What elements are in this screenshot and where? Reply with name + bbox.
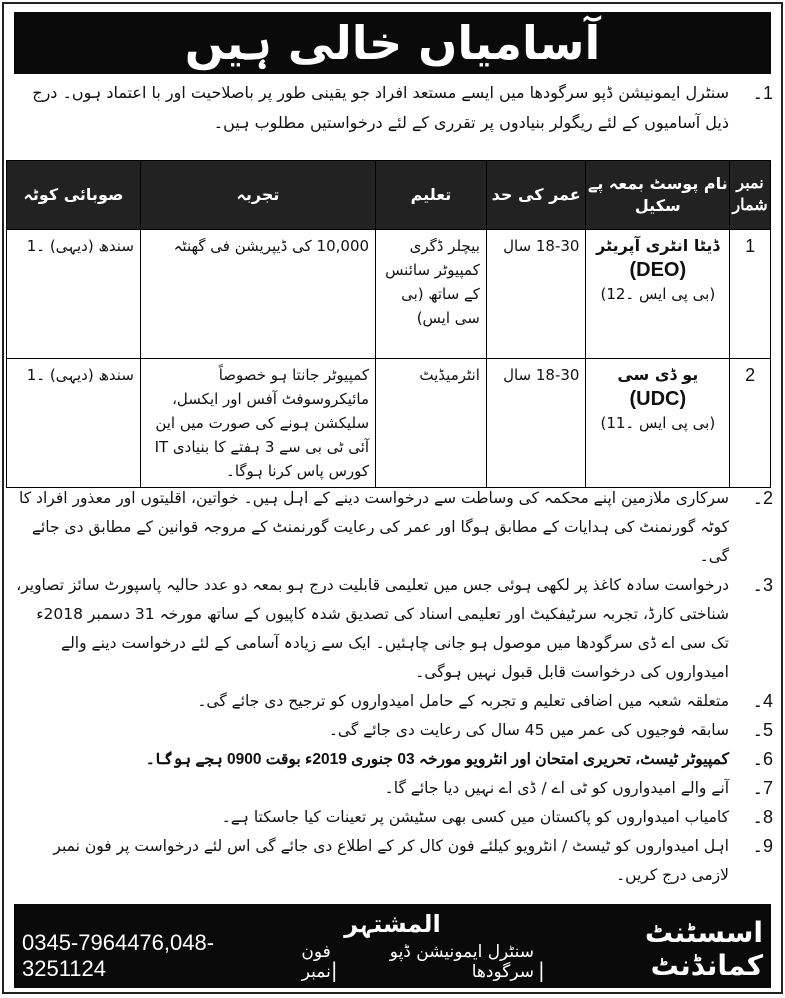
term-item (14, 803, 773, 832)
issuer-title: اسسٹنٹ کمانڈنٹ (644, 916, 763, 982)
page-title: آسامیاں خالی ہیں (184, 16, 601, 70)
term-text: سابقہ فوجیوں کی عمر میں 45 سال کی رعایت دی جائے گی۔ (328, 721, 729, 739)
table-row (7, 230, 771, 359)
term-item (14, 484, 773, 571)
term-number: 2۔ (752, 488, 773, 508)
cell-serial: 2 (730, 359, 771, 488)
term-number: 7۔ (752, 778, 773, 798)
term-item (14, 832, 773, 890)
header-education: تعلیم (376, 161, 487, 230)
depot-name: سنٹرل ایمونیشن ڈپو سرگودھا (389, 942, 534, 982)
post-name: یو ڈی سی (617, 365, 699, 384)
term-text: اہل امیدواروں کو ٹیسٹ / انٹرویو کیلئے فون کال کر کے اطلاع دی جائے گی اس لئے درخواست پر فون نمبر لازمی درج کریں۔ (53, 837, 729, 884)
intro-paragraph (14, 78, 773, 138)
cell-post (586, 230, 730, 359)
terms-list (14, 484, 773, 890)
cell-post (586, 359, 730, 488)
header-banner (14, 12, 771, 74)
job-advertisement (2, 2, 783, 994)
separator: | (330, 958, 338, 982)
header-quota: صوبائی کوٹہ (7, 161, 141, 230)
phone-label: فون نمبر (301, 942, 331, 982)
term-number: 3۔ (752, 575, 773, 595)
term-text: متعلقہ شعبہ میں اضافی تعلیم و تجربہ کے حامل امیدواروں کو ترجیح دی جائے گی۔ (197, 692, 729, 710)
table-row (7, 359, 771, 488)
header-serial: نمبر شمار (730, 161, 771, 230)
header-post: نام پوسٹ بمعہ پے سکیل (586, 161, 730, 230)
vacancies-table (6, 160, 771, 488)
term-text: سرکاری ملازمین اپنے محکمہ کی وساطت سے درخواست دینے کے اہل ہیں۔ خواتین، اقلیتوں اور معذور افراد کا کوٹہ گورنمنٹ کی ہدایات کے مطابق ہوگا اور عمر کی رعایت گورنمنٹ کے مروجہ قوانین کے مطابق دی جائے گی۔ (19, 489, 729, 565)
term-text: آنے والے امیدواروں کو ٹی اے / ڈی اے نہیں دیا جائے گا۔ (384, 779, 729, 797)
term-text: کمپیوٹر ٹیسٹ، تحریری امتحان اور انٹرویو مورخہ 03 جنوری 2019ء بوقت 0900 بجے ہوگا۔ (145, 751, 729, 768)
term-number: 5۔ (752, 720, 773, 740)
cell-serial: 1 (730, 230, 771, 359)
post-abbreviation: (UDC) (629, 388, 687, 410)
cell-age: 18-30 سال (486, 359, 586, 488)
term-number: 6۔ (752, 749, 773, 769)
cell-education: انٹرمیڈیٹ (376, 359, 487, 488)
post-name: ڈیٹا انٹری آپریٹر (596, 236, 720, 255)
term-text: کامیاب امیدواروں کو پاکستان میں کسی بھی سٹیشن پر تعینات کیا جاسکتا ہے۔ (221, 808, 729, 826)
term-number: 9۔ (752, 836, 773, 856)
advertiser-label: المشتہر (344, 910, 441, 938)
separator: | (537, 958, 545, 982)
table-header-row (7, 161, 771, 230)
post-scale: (بی پی ایس ۔12) (600, 285, 716, 303)
post-abbreviation: (DEO) (629, 259, 687, 281)
cell-education: بیچلر ڈگری کمپیوٹر سائنس کے ساتھ (بی سی ایس) (376, 230, 487, 359)
cell-quota: سندھ (دیہی) ۔1 (7, 359, 141, 488)
intro-number: 1۔ (752, 83, 773, 103)
cell-age: 18-30 سال (486, 230, 586, 359)
term-item (14, 571, 773, 687)
term-item (14, 716, 773, 745)
cell-experience: 10,000 کی ڈیپریشن فی گھنٹہ (140, 230, 375, 359)
term-item (14, 774, 773, 803)
advertiser-footer (14, 904, 771, 988)
cell-quota: سندھ (دیہی) ۔1 (7, 230, 141, 359)
term-text: درخواست سادہ کاغذ پر لکھی ہوئی جس میں تعلیمی قابلیت درج ہو بمعہ دو عدد حالیہ پاسپورٹ سائز تصاویر، شناختی کارڈ، تجربہ سرٹیفکیٹ اور تعلیمی اسناد کی تصدیق شدہ کاپیوں کے ساتھ مورخہ 31 دسمبر 2018ء تک سی اے ڈی سرگودھا میں موصول ہو جانی چاہئیں۔ ایک سے زیادہ آسامی کے لئے درخواست دینے والے امیدواروں کی درخواست قابل قبول نہیں ہوگی۔ (16, 576, 729, 681)
intro-text: سنٹرل ایمونیشن ڈپو سرگودھا میں ایسے مستعد افراد جو یقینی طور پر باصلاحیت اور با اعتماد ہوں۔ درج ذیل آسامیوں کے لئے ریگولر بنیادوں پر تقرری کے لئے درخواستیں مطلوب ہیں۔ (32, 83, 729, 132)
term-number: 8۔ (752, 807, 773, 827)
advertiser-details (22, 916, 763, 982)
post-scale: (بی پی ایس ۔11) (600, 414, 716, 432)
header-age: عمر کی حد (486, 161, 586, 230)
phone-numbers: 0345-7964476,048-3251124 (21, 930, 215, 981)
term-item (14, 687, 773, 716)
term-number: 4۔ (752, 691, 773, 711)
term-item (14, 745, 773, 774)
header-experience: تجربہ (140, 161, 375, 230)
cell-experience: کمپیوٹر جانتا ہو خصوصاً مائیکروسوفٹ آفس اور ایکسل، سلیکشن ہونے کی صورت میں این آئی ٹی بی سے 3 ہفتے کا بنیادی IT کورس پاس کرنا ہوگا۔ (140, 359, 375, 488)
